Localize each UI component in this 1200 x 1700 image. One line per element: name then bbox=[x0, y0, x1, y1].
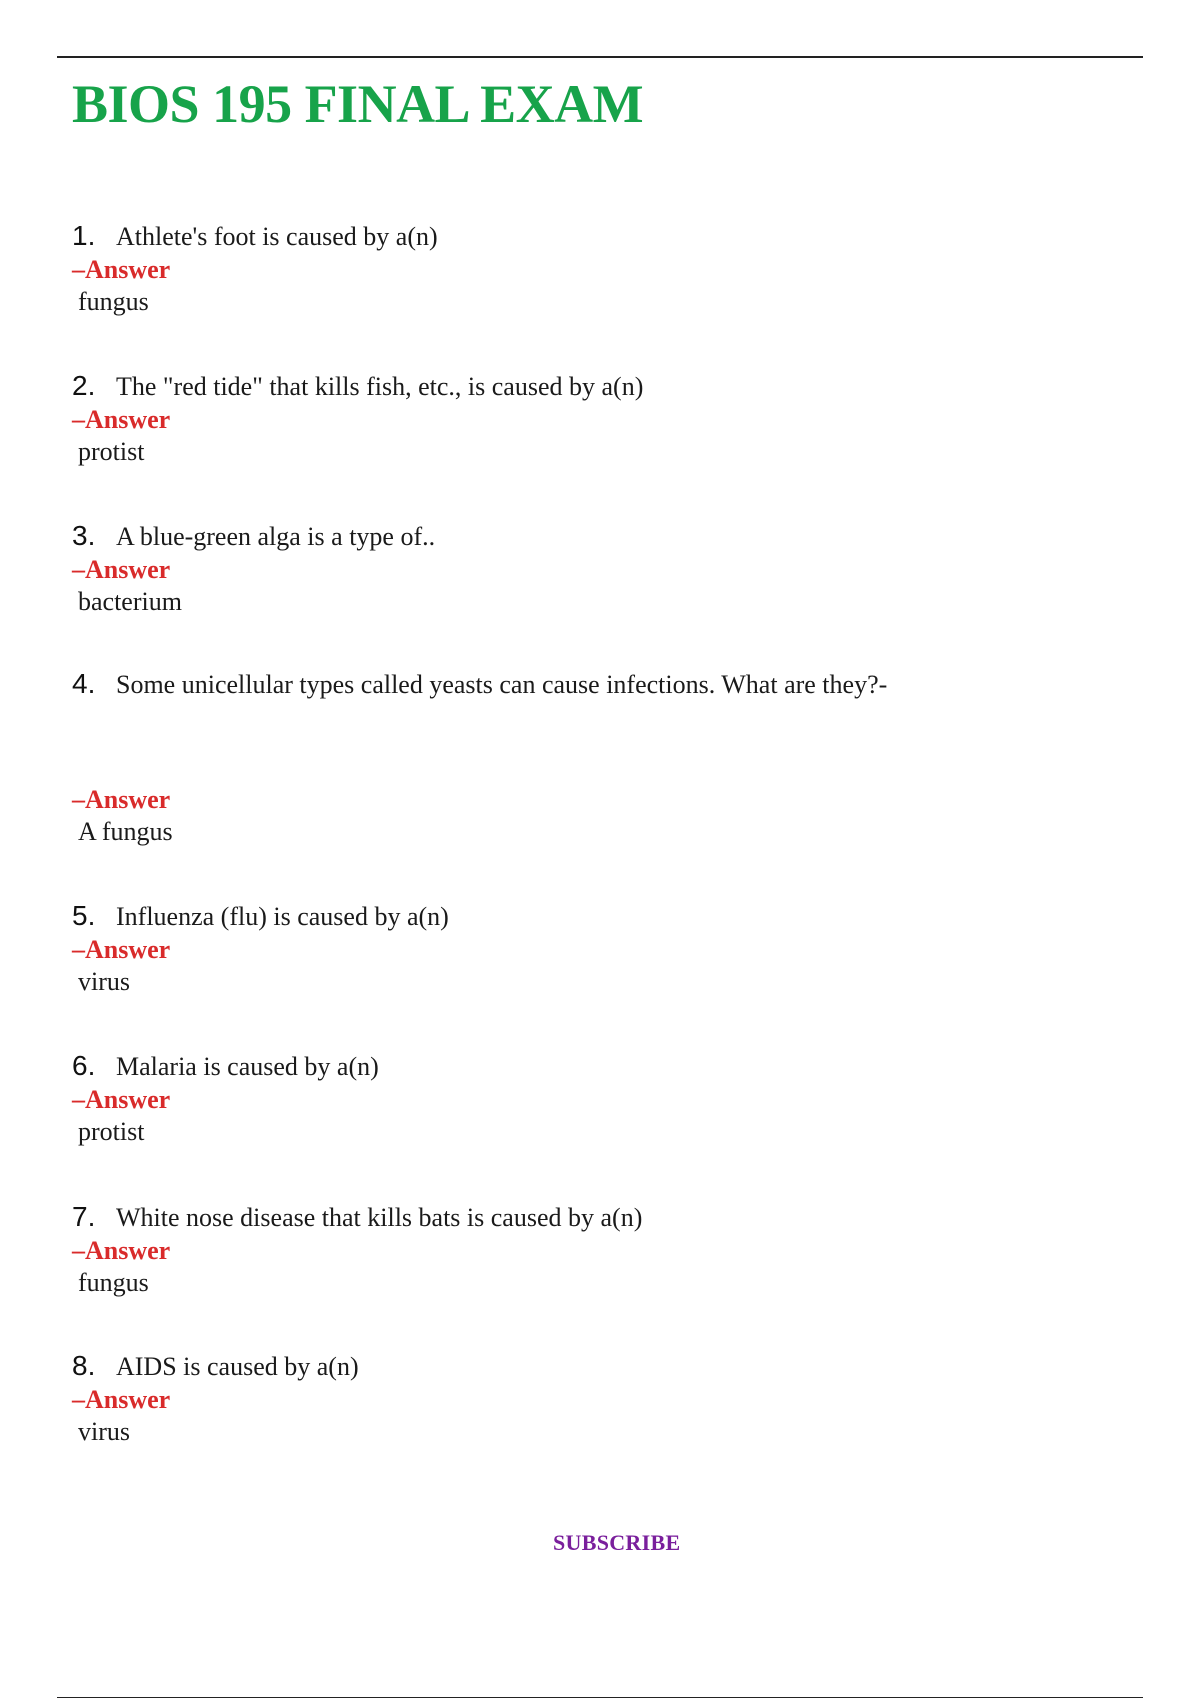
question-item-7 bbox=[72, 1201, 1132, 1299]
question-item-4 bbox=[72, 668, 1132, 848]
top-rule bbox=[57, 56, 1143, 58]
answer-text: protist bbox=[78, 437, 145, 466]
answer-text: fungus bbox=[78, 1268, 149, 1297]
question-number: 7. bbox=[72, 1201, 96, 1232]
question-text: The "red tide" that kills fish, etc., is caused by a(n) bbox=[116, 372, 644, 401]
question-item-1 bbox=[72, 220, 1132, 318]
answer-label: –Answer bbox=[72, 555, 171, 584]
question-number: 4. bbox=[72, 668, 96, 699]
question-number: 1. bbox=[72, 220, 96, 251]
question-number: 5. bbox=[72, 900, 96, 931]
question-text: White nose disease that kills bats is caused by a(n) bbox=[116, 1203, 643, 1232]
question-text: Malaria is caused by a(n) bbox=[116, 1052, 379, 1081]
question-item-6 bbox=[72, 1050, 1132, 1148]
document-title: BIOS 195 FINAL EXAM bbox=[72, 74, 644, 134]
answer-text: fungus bbox=[78, 287, 149, 316]
question-text: Athlete's foot is caused by a(n) bbox=[116, 222, 438, 251]
question-number: 3. bbox=[72, 520, 96, 551]
question-item-8 bbox=[72, 1350, 1132, 1448]
question-text: AIDS is caused by a(n) bbox=[116, 1352, 359, 1381]
question-text: Some unicellular types called yeasts can cause infections. What are they?- bbox=[116, 670, 888, 699]
answer-label: –Answer bbox=[72, 785, 171, 814]
question-text: A blue-green alga is a type of.. bbox=[116, 522, 436, 551]
question-number: 6. bbox=[72, 1050, 96, 1081]
question-number: 2. bbox=[72, 370, 96, 401]
answer-label: –Answer bbox=[72, 1385, 171, 1414]
answer-text: bacterium bbox=[78, 587, 182, 616]
question-number: 8. bbox=[72, 1350, 96, 1381]
answer-text: protist bbox=[78, 1117, 145, 1146]
question-text: Influenza (flu) is caused by a(n) bbox=[116, 902, 449, 931]
bottom-rule bbox=[57, 1697, 1143, 1698]
spacer bbox=[72, 702, 1132, 784]
answer-label: –Answer bbox=[72, 255, 171, 284]
question-item-2 bbox=[72, 370, 1132, 468]
answer-text: A fungus bbox=[78, 817, 173, 846]
answer-label: –Answer bbox=[72, 935, 171, 964]
answer-label: –Answer bbox=[72, 1085, 171, 1114]
answer-label: –Answer bbox=[72, 405, 171, 434]
answer-label: –Answer bbox=[72, 1236, 171, 1265]
subscribe-link[interactable]: SUBSCRIBE bbox=[553, 1530, 681, 1555]
question-item-3 bbox=[72, 520, 1132, 618]
answer-text: virus bbox=[78, 967, 130, 996]
question-item-5 bbox=[72, 900, 1132, 998]
answer-text: virus bbox=[78, 1417, 130, 1446]
